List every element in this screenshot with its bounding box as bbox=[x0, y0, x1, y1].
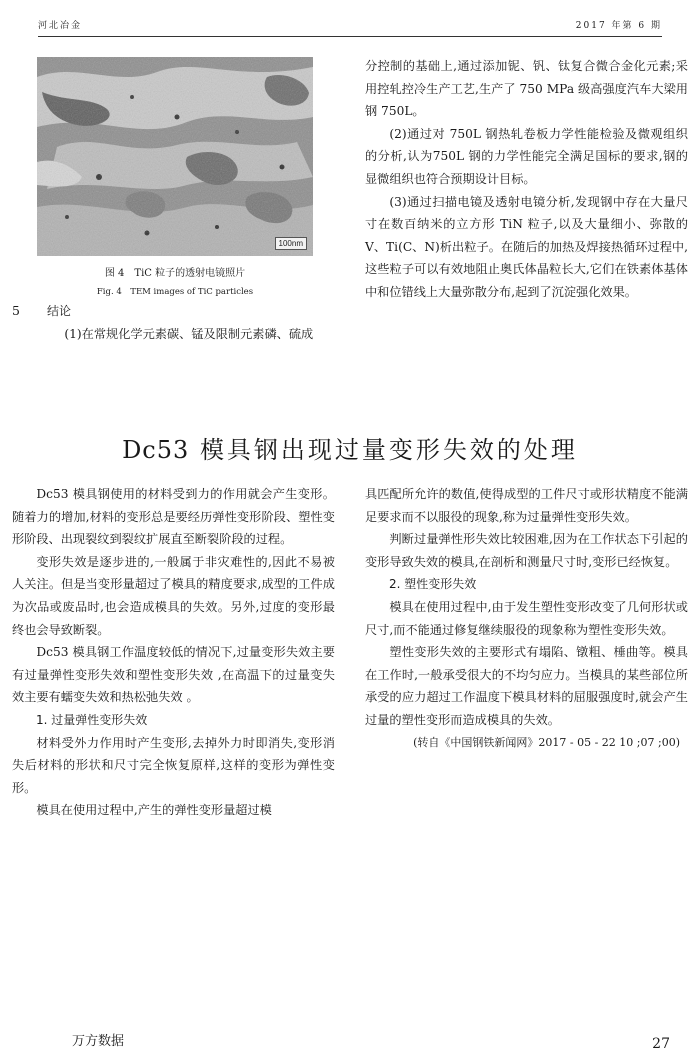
journal-name: 河北冶金 bbox=[38, 21, 83, 31]
article-p6: 判断过量弹性形失效比较困难,因为在工作状态下引起的变形导致失效的模具,在剖析和测量尺寸时,变形已经恢复。 bbox=[365, 532, 688, 569]
article-column-left bbox=[12, 483, 335, 822]
source-note: (转自《中国钢铁新闻网》2017 - 05 - 22 10 ;07 ;00) bbox=[413, 735, 680, 749]
article-p1: Dc53 模具钢使用的材料受到力的作用就会产生变形。随着力的增加,材料的变形总是要经历弹性变形阶段、塑性变形阶段、出现裂纹到裂纹扩展直至断裂阶段的过程。 bbox=[12, 487, 335, 547]
article-p4: 材料受外力作用时产生变形,去掉外力时即消失,变形消失后材料的形状和尺寸完全恢复原样,这样的变形为弹性变形。 bbox=[12, 735, 335, 795]
article-p7: 模具在使用过程中,由于发生塑性变形改变了几何形状或尺寸,而不能通过修复继续服役的现象称为塑性变形失效。 bbox=[365, 599, 688, 637]
article-p2: 变形失效是逐步进的,一般属于非灾难性的,因此不易被人关注。但是当变形量超过了模具的精度要求,成型的工件成为次品或废品时,也会造成模具的失效。另外,过度的变形最终也会导致断裂。 bbox=[12, 554, 335, 637]
article-p3: Dc53 模具钢工作温度较低的情况下,过量变形失效主要有过量弹性变形失效和塑性变形失效 ,在高温下的过量变失效主要有蠕变失效和热松弛失效 。 bbox=[12, 645, 335, 705]
figure-4 bbox=[37, 57, 313, 297]
article-p8: 塑性变形失效的主要形式有塌陷、镦粗、棰曲等。模具在工作时,一般承受很大的不均匀应力。当模具的某些部位所承受的应力超过工作温度下模具材料的屈服强度时,就会产生过量的塑性变形而造成模具的失效。 bbox=[365, 645, 688, 727]
section-title: 结论 bbox=[47, 304, 72, 318]
article-title-cn: 模具钢出现过量变形失效的处理 bbox=[199, 436, 578, 464]
article-p5-continued: 具匹配所允许的数值,使得成型的工件尺寸或形状精度不能满足要求而不以服役的现象,称为过量弹性变形失效。 bbox=[365, 487, 688, 524]
article-p5: 模具在使用过程中,产生的弹性变形量超过模 bbox=[36, 803, 272, 818]
subheading-plastic: 2. 塑性变形失效 bbox=[389, 577, 477, 592]
running-header bbox=[38, 14, 662, 37]
tem-micrograph bbox=[37, 57, 313, 256]
conclusion-p1-start: (1)在常规化学元素碳、锰及限制元素磷、硫成 bbox=[64, 326, 314, 341]
conclusion-section bbox=[12, 300, 335, 345]
figure-caption-cn: 图 4 TiC 粒子的透射电镜照片 bbox=[104, 268, 246, 279]
issue-label: 2017 年第 6 期 bbox=[575, 21, 662, 31]
conclusion-p1-continued: 分控制的基础上,通过添加铌、钒、钛复合微合金化元素;采用控轧控冷生产工艺,生产了 750 MPa 级高强度汽车大梁用钢 750L。 bbox=[365, 59, 688, 119]
section-number: 5 bbox=[12, 303, 20, 318]
figure-caption-en: Fig. 4 TEM images of TiC particles bbox=[96, 287, 254, 297]
article-title bbox=[0, 430, 700, 465]
watermark-text: 万方数据 bbox=[72, 1034, 125, 1049]
conclusion-p2: (2)通过对 750L 钢热轧卷板力学性能检验及微观组织的分析,认为750L 钢的力学性能完全满足国标的要求,钢的显微组织也符合预期设计目标。 bbox=[365, 126, 688, 186]
scale-bar-label: 100nm bbox=[275, 237, 307, 250]
article-column-right bbox=[365, 483, 688, 754]
conclusion-p3: (3)通过扫描电镜及透射电镜分析,发现钢中存在大量尺寸在数百纳米的立方形 TiN 粒子,以及大量细小、弥散的 V、Ti(C、N)析出粒子。在随后的加热及焊接热循环过程中,这些粒子可以有效地阻止奥氏体晶粒长大,它们在铁素体基体中和位错线上大量弥散分布,起到了沉淀强化效果。 bbox=[365, 194, 688, 299]
micrograph-image bbox=[37, 57, 313, 256]
page-number: 27 bbox=[652, 1036, 670, 1052]
article-title-latin: Dc53 bbox=[122, 436, 190, 464]
section-heading bbox=[12, 300, 335, 323]
subheading-elastic: 1. 过量弹性变形失效 bbox=[36, 712, 148, 727]
conclusion-continued bbox=[365, 55, 688, 304]
